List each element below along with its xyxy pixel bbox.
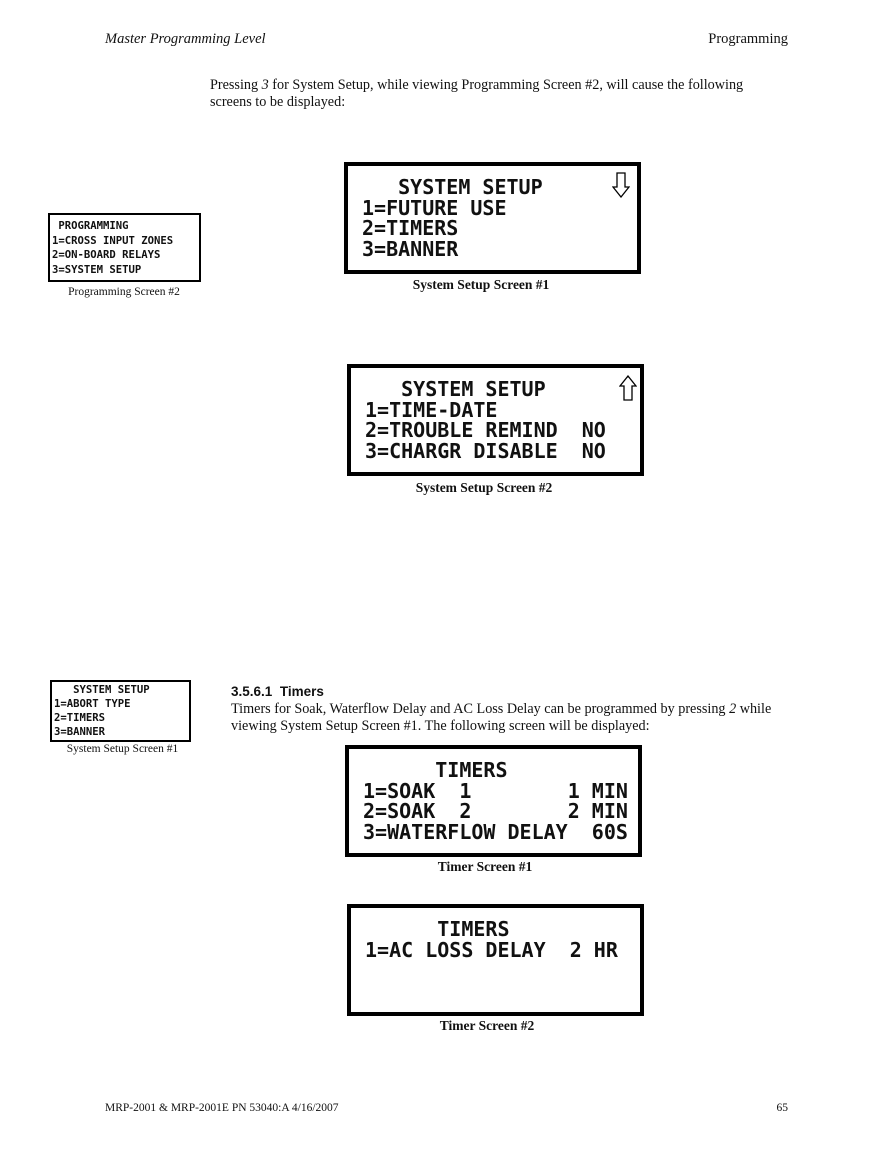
lcd-row: 2=ON-BOARD RELAYS	[52, 249, 161, 261]
timer-screen-1-display	[345, 745, 642, 857]
intro-paragraph: Pressing 3 for System Setup, while viewing Programming Screen #2, will cause the following screens to be displayed:	[210, 77, 744, 110]
running-header-section: Master Programming Level	[105, 31, 266, 47]
lcd-row: 1=TIME-DATE	[365, 397, 498, 422]
lcd-row: 3=CHARGR DISABLE NO	[365, 438, 606, 463]
lcd-row: 2=TROUBLE REMIND NO	[365, 418, 606, 442]
lcd-row: SYSTEM SETUP	[54, 684, 150, 696]
lcd-row: 1=SOAK 1 1 MIN	[363, 778, 628, 803]
side-system-setup-screen-1-caption: System Setup Screen #1	[66, 743, 179, 755]
lcd-row: TIMERS	[365, 917, 510, 941]
system-setup-screen-2-caption: System Setup Screen #2	[415, 480, 553, 495]
timer-screen-2-caption: Timer Screen #2	[439, 1018, 535, 1033]
footer-document-id: MRP-2001 & MRP-2001E PN 53040:A 4/16/2007	[105, 1102, 339, 1114]
lcd-row: 3=WATERFLOW DELAY 60S	[363, 819, 628, 844]
lcd-row: SYSTEM SETUP	[362, 175, 543, 199]
lcd-row: 2=SOAK 2 2 MIN	[363, 799, 628, 823]
lcd-row: 3=BANNER	[54, 726, 106, 738]
lcd-row: 2=TIMERS	[362, 216, 459, 240]
lcd-row: PROGRAMMING	[52, 220, 129, 232]
down-arrow-icon	[612, 172, 630, 198]
lcd-row: SYSTEM SETUP	[365, 377, 546, 401]
programming-screen-2-caption: Programming Screen #2	[68, 286, 180, 298]
section-title: Timers	[279, 684, 324, 699]
side-system-setup-screen-1-display	[50, 680, 191, 742]
timers-key: 2	[729, 701, 737, 717]
intro-key: 3	[261, 77, 269, 93]
programming-screen-2-display	[48, 213, 201, 282]
system-setup-screen-1-display	[344, 162, 641, 274]
section-heading	[231, 684, 324, 699]
up-arrow-icon	[619, 375, 637, 401]
lcd-row: 3=BANNER	[362, 236, 459, 261]
system-setup-screen-1-caption: System Setup Screen #1	[412, 277, 550, 292]
timer-screen-2-display	[347, 904, 644, 1016]
lcd-row: 1=CROSS INPUT ZONES	[52, 234, 174, 247]
lcd-row: 3=SYSTEM SETUP	[52, 263, 142, 276]
section-number: 3.5.6.1	[231, 684, 273, 699]
lcd-row: 1=AC LOSS DELAY 2 HR	[365, 937, 618, 962]
lcd-row: 1=FUTURE USE	[362, 195, 507, 220]
timer-screen-1-caption: Timer Screen #1	[437, 859, 533, 874]
system-setup-screen-2-display	[347, 364, 644, 476]
timers-paragraph: Timers for Soak, Waterflow Delay and AC Loss Delay can be programmed by pressing 2 while viewing System Setup Screen #1. The following screen will be displayed:	[231, 701, 772, 734]
lcd-row: 1=ABORT TYPE	[54, 698, 131, 710]
lcd-row: TIMERS	[363, 758, 508, 782]
running-header-chapter: Programming	[708, 31, 788, 47]
page-number: 65	[776, 1102, 788, 1114]
lcd-row: 2=TIMERS	[54, 712, 106, 724]
